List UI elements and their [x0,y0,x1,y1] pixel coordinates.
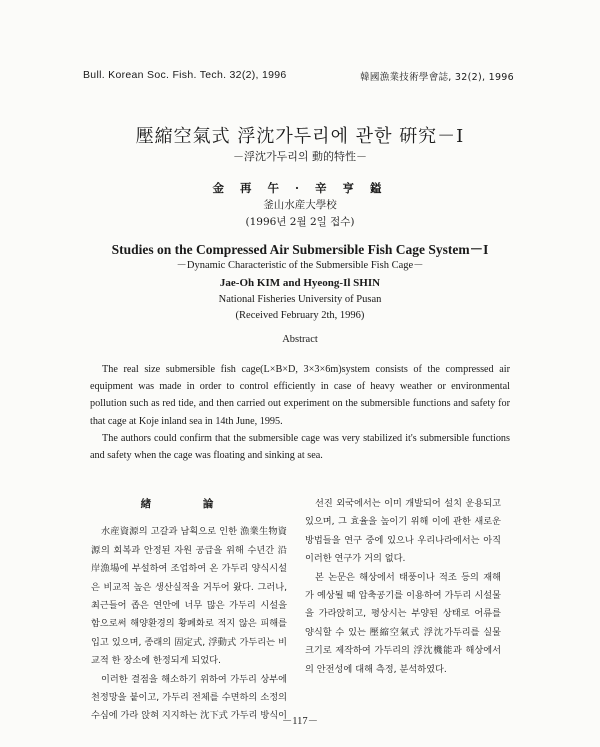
english-title: Studies on the Compressed Air Submersible Fish Cage System－I [111,242,489,257]
intro-paragraph-1: 水産資源의 고갈과 남획으로 인한 漁業生物資源의 회복과 안정된 자원 공급을 위해 수년간 沿岸漁場에 부설하여 조업하여 온 가두리 양식시설은 비교적 높은 생산실적을 거두어 왔다. 그러나, 최근들어 좁은 연안에 너무 많은 가두리 시설을 함으로써 해양환경의 황폐화로 적지 않은 피해를 입고 있으며, 종래의 固定式, 浮動式 가두리는 비교적 한 장소에 한정되게 되었다. [91,526,287,667]
intro-paragraph-2: 이러한 결점을 해소하기 위하여 가두리 상부에 천정망을 붙이고, 가두리 전체를 수면하의 소정의 수심에 가라 앉혀 지지하는 沈下式 가두리 방식이 [91,673,287,722]
intro-paragraph-3: 선진 외국에서는 이미 개발되어 설치 운용되고 있으며, 그 효율을 높이기 위해 이에 관한 새로운 방법들을 연구 중에 있으나 우리나라에서는 아직 이러한 연구가 거의 없다. [305,498,501,565]
journal-citation-korean: 韓國漁業技術學會誌, 32(2), 1996 [360,72,514,83]
english-authors: Jae-Oh KIM and Hyeong-Il SHIN [219,277,381,289]
english-affiliation: National Fisheries University of Pusan [218,294,382,305]
english-received-date: (Received February 2th, 1996) [235,310,365,321]
body-column-left [91,495,287,726]
abstract-paragraph-1: The real size submersible fish cage(L×B×D, 3×3×6m)system consists of the compressed air equipment was made in order to control efficiently in case of heavy weather or environmental pollution such as red tide, and then carried out experiment on the submersible functions and safety for that cage at Koje inland sea in 14th June, 1995. [90,364,510,427]
korean-affiliation: 釜山水産大學校 [263,199,337,211]
korean-authors: 金 再 午 · 辛 亨 鎰 [212,181,388,195]
abstract-paragraph-2: The authors could confirm that the submersible cage was very stabilized it's submersible functions and safety when the cage was floating and sinking at sea. [90,432,510,462]
intro-paragraph-4: 본 논문은 해상에서 태풍이나 적조 등의 재해가 예상될 때 압축공기를 이용하여 가두리 시설물을 가라앉히고, 평상시는 부양된 상태로 어류를 양식할 수 있는 壓縮空氣式 浮沈가두리를 실물 크기로 제작하여 가두리의 浮沈機能과 해상에서의 안전성에 대해 측정, 분석하였다. [305,571,501,675]
english-subtitle: －Dynamic Characteristic of the Submersible Fish Cage－ [176,260,424,271]
abstract-body [90,361,510,464]
korean-received-date: (1996년 2월 2일 접수) [245,216,355,228]
korean-title: 壓縮空氣式 浮沈가두리에 관한 硏究－I [135,126,465,147]
journal-citation: Bull. Korean Soc. Fish. Tech. 32(2), 1996 [83,69,287,81]
body-column-right [305,495,501,679]
abstract-heading: Abstract [282,334,318,345]
korean-subtitle: －浮沈가두리의 動的特性－ [233,150,367,163]
introduction-heading: 緖 論 [140,498,238,510]
page-number: －117－ [281,716,319,727]
